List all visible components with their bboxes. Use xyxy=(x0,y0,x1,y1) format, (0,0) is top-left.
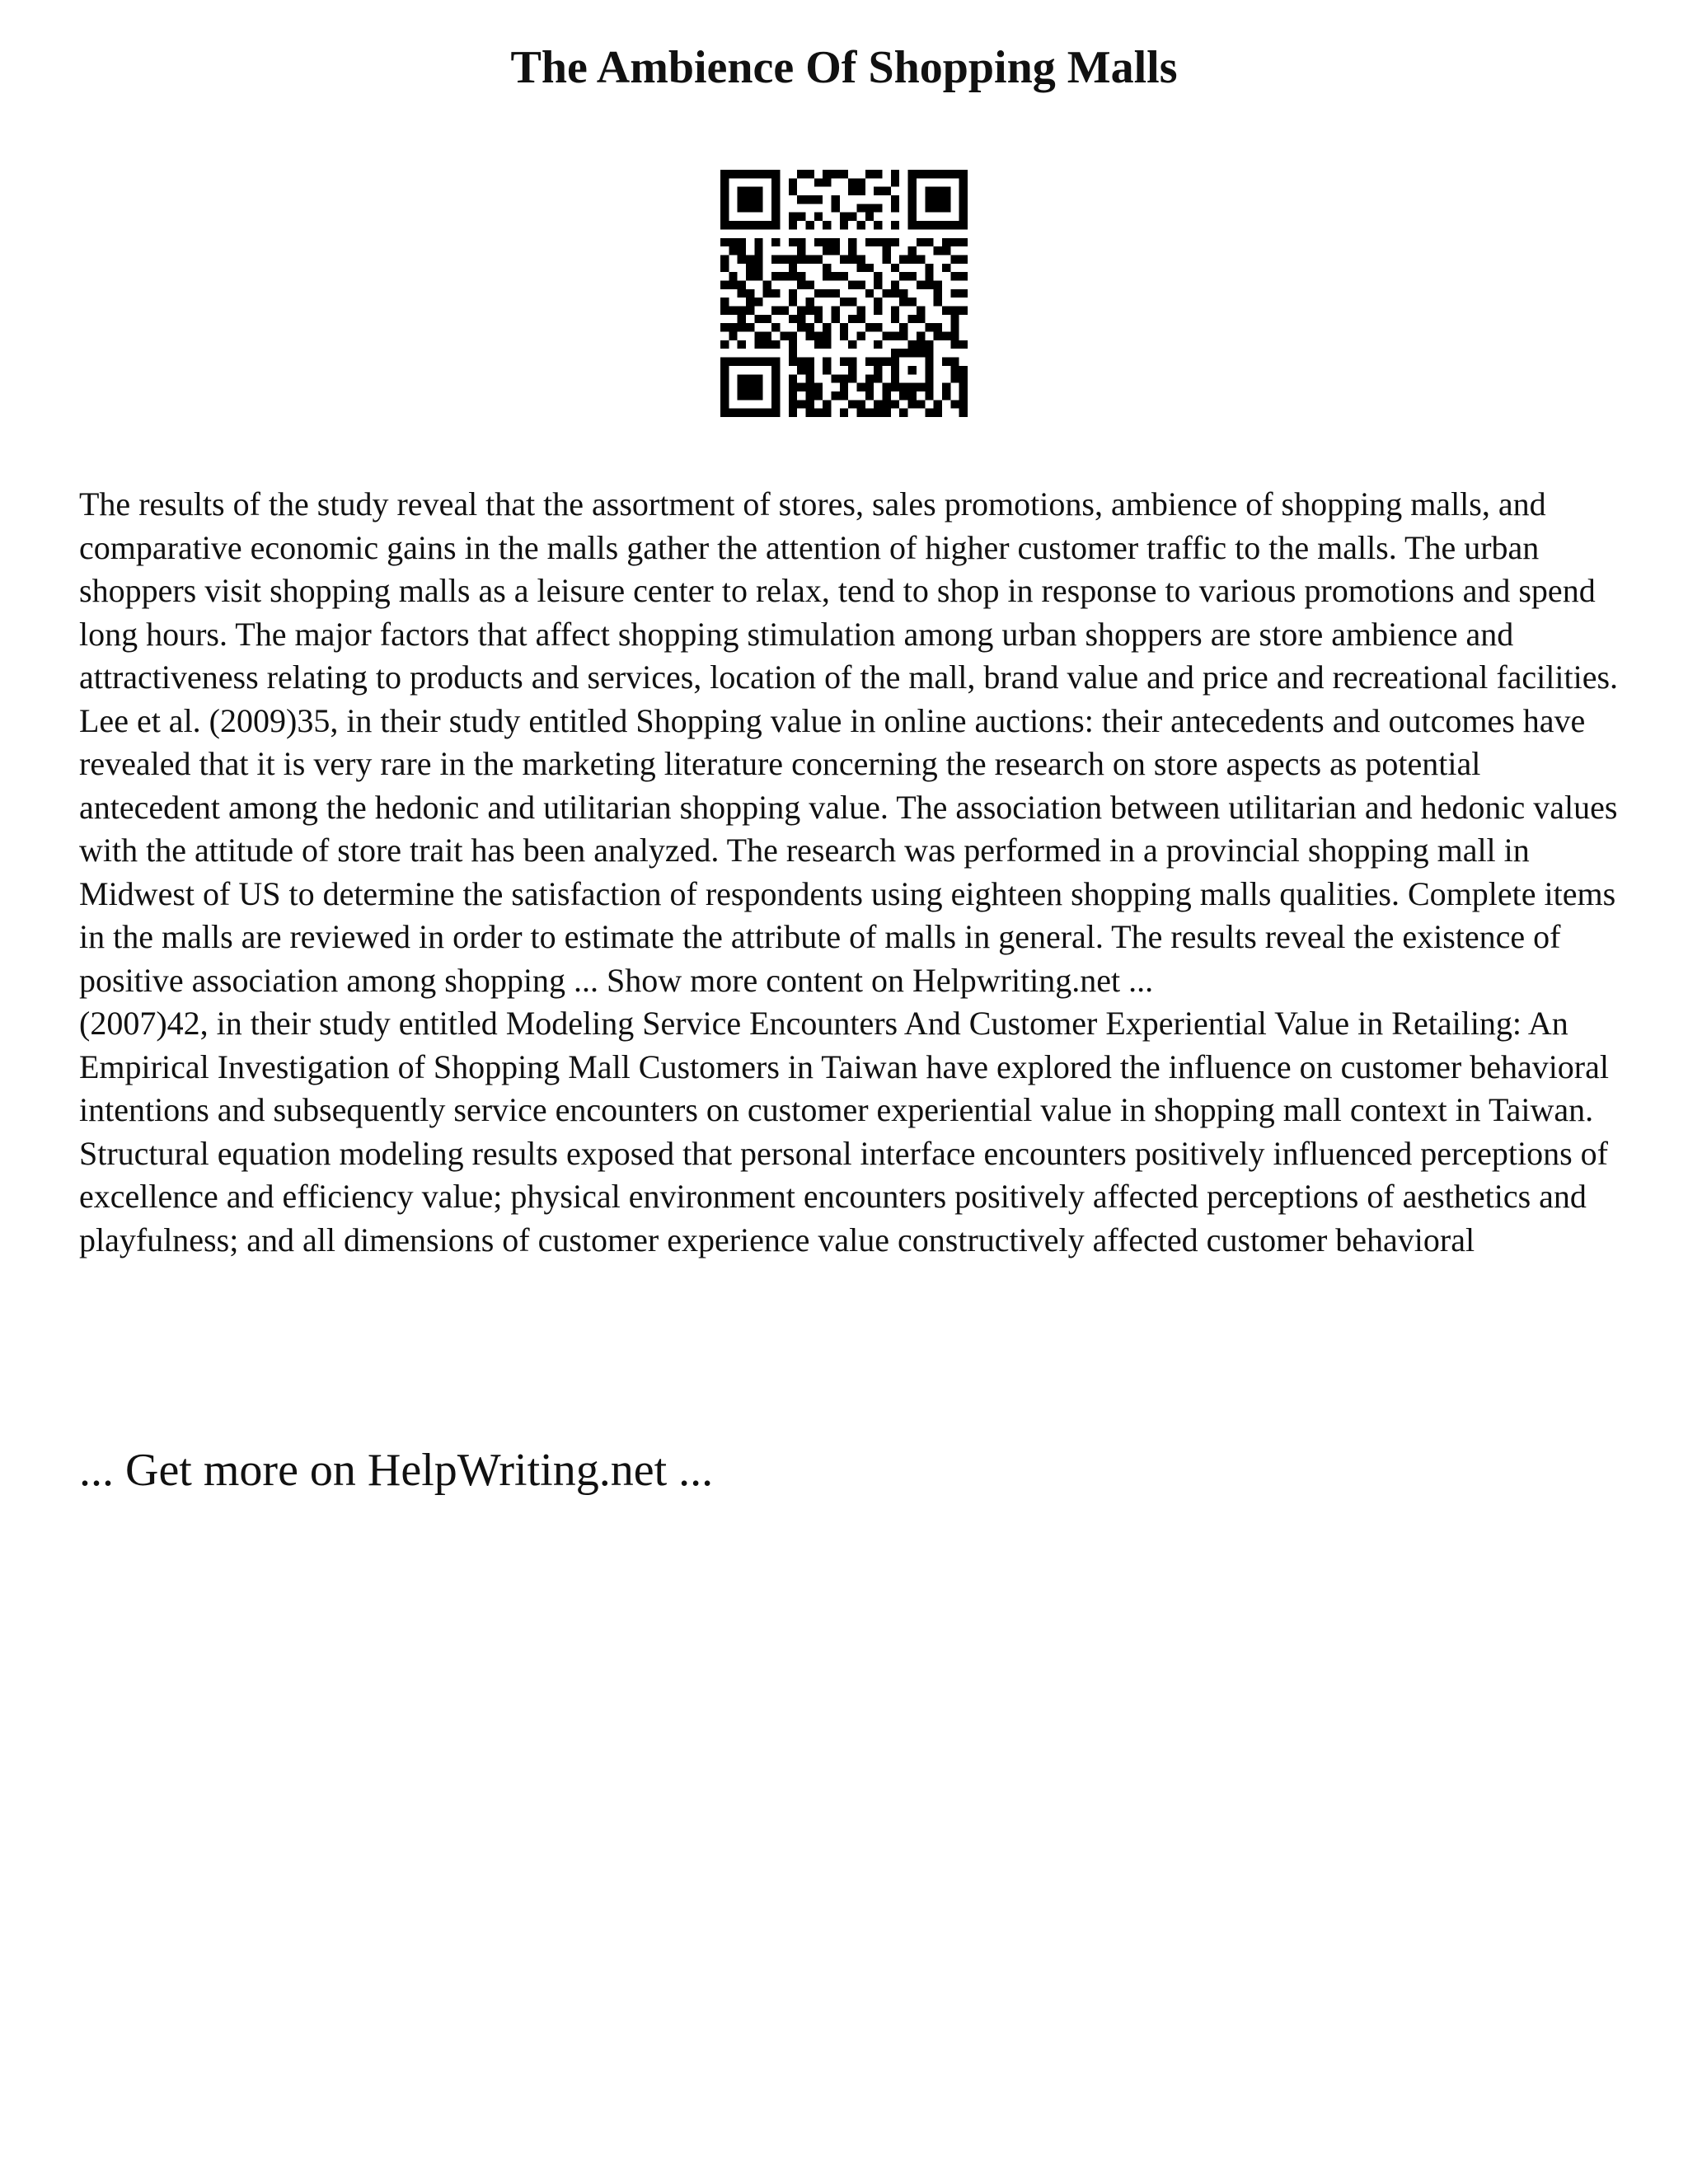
qr-code-icon xyxy=(720,170,968,417)
page-title: The Ambience Of Shopping Malls xyxy=(510,42,1178,93)
paragraph: (2007)42, in their study entitled Modeling Service Encounters And Customer Experiential Value in Retailing: An Empirical Investigation of Shopping Mall Customers in Taiwan have explored the influence on customer behavioral intentions and subsequently service encounters on customer experiential value in shopping mall context in Taiwan. Structural equation modeling results exposed that personal interface encounters positively influenced perceptions of excellence and efficiency value; physical environment encounters positively affected perceptions of aesthetics and playfulness; and all dimensions of customer experience value constructively affected customer behavioral xyxy=(79,1005,1609,1258)
body-text xyxy=(79,483,1629,1262)
paragraph: Lee et al. (2009)35, in their study entitled Shopping value in online auctions: their antecedents and outcomes have revealed that it is very rare in the marketing literature concerning the research on store aspects as potential antecedent among the hedonic and utilitarian shopping value. The association between utilitarian and hedonic values with the attitude of store trait has been analyzed. The research was performed in a provincial shopping mall in Midwest of US to determine the satisfaction of respondents using eighteen shopping malls qualities. Complete items in the malls are reviewed in order to estimate the attribute of malls in general. The results reveal the existence of positive association among shopping ... Show more content on Helpwriting.net ... xyxy=(79,701,1618,999)
paragraph: The results of the study reveal that the assortment of stores, sales promotions, ambience of shopping malls, and comparative economic gains in the malls gather the attention of higher customer traffic to the malls. The urban shoppers visit shopping malls as a leisure center to relax, tend to shop in response to various promotions and spend long hours. The major factors that affect shopping stimulation among urban shoppers are store ambience and attractiveness relating to products and services, location of the mall, brand value and price and recreational facilities. xyxy=(79,485,1619,696)
get-more-link[interactable]: ... Get more on HelpWriting.net ... xyxy=(79,1445,714,1496)
